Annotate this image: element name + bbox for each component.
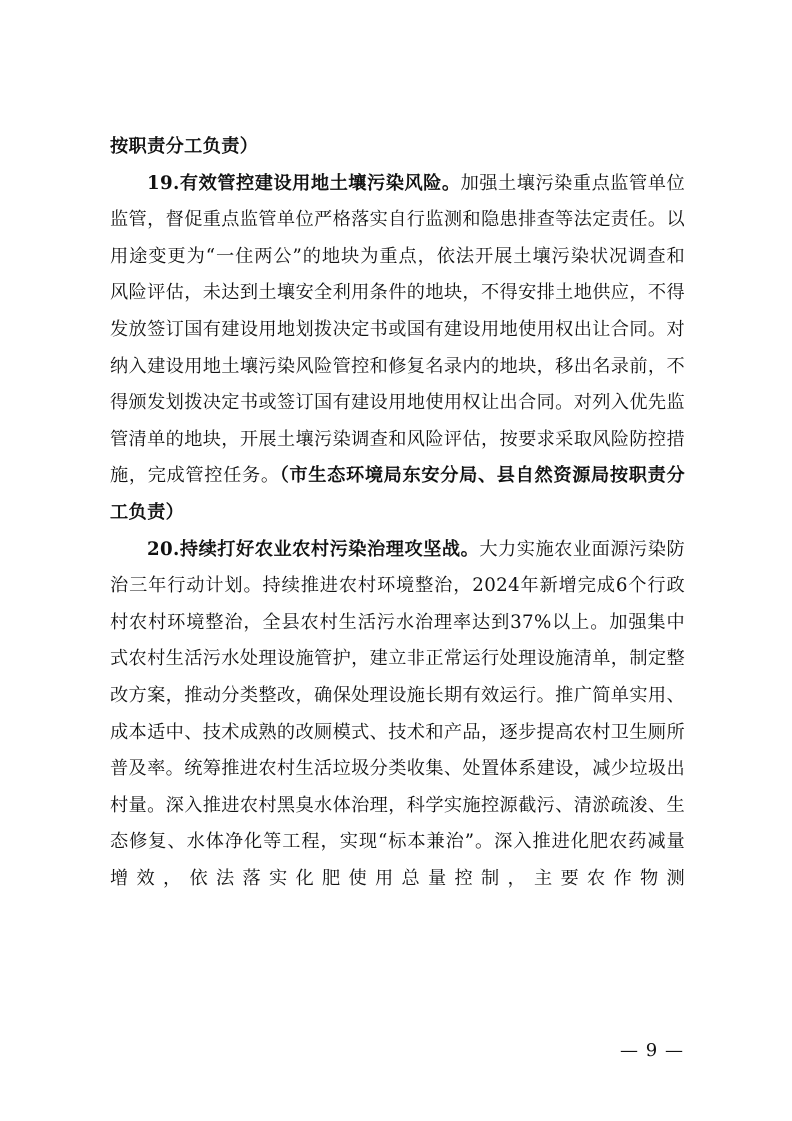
item-19-paragraph (110, 166, 685, 532)
page-number: — 9 — (620, 1040, 684, 1061)
paragraph-tail (110, 129, 685, 166)
document-body (110, 129, 685, 897)
item-20-heading: 20.持续打好农业农村污染治理攻坚战。 (147, 538, 480, 560)
item-20-paragraph (110, 532, 685, 898)
item-19-body: 加强土壤污染重点监管单位监管，督促重点监管单位严格落实自行监测和隐患排查等法定责任。以用途变更为“一住两公”的地块为重点，依法开展土壤污染状况调查和风险评估，未达到土壤安全利用条件的地块，不得安排土地供应，不得发放签订国有建设用地划拨决定书或国有建设用地使用权出让合同。对纳入建设用地土壤污染风险管控和修复名录内的地块，移出名录前，不得颁发划拨决定书或签订国有建设用地使用权让出合同。对列入优先监管清单的地块，开展土壤污染调查和风险评估，按要求采取风险防控措施，完成管控任务。 (110, 172, 685, 487)
item-19-heading: 19.有效管控建设用地土壤污染风险。 (147, 172, 461, 194)
tail-text: 按职责分工负责） (110, 136, 259, 157)
item-20-body: 大力实施农业面源污染防治三年行动计划。持续推进农村环境整治，2024年新增完成6个行政村农村环境整治，全县农村生活污水治理率达到37%以上。加强集中式农村生活污水处理设施管护，建立非正常运行处理设施清单，制定整改方案，推动分类整改，确保处理设施长期有效运行。推广简单实用、成本适中、技术成熟的改厕模式、技术和产品，逐步提高农村卫生厕所普及率。统筹推进农村生活垃圾分类收集、处置体系建设，减少垃圾出村量。深入推进农村黑臭水体治理，科学实施控源截污、清淤疏浚、生态修复、水体净化等工程，实现“标本兼治”。深入推进化肥农药减量增效，依法落实化肥使用总量控制，主要农作物测 (110, 538, 685, 889)
item-19-responsible: （市生态环境局东安分局、县自然资源局按职责分工负责） (110, 465, 685, 523)
